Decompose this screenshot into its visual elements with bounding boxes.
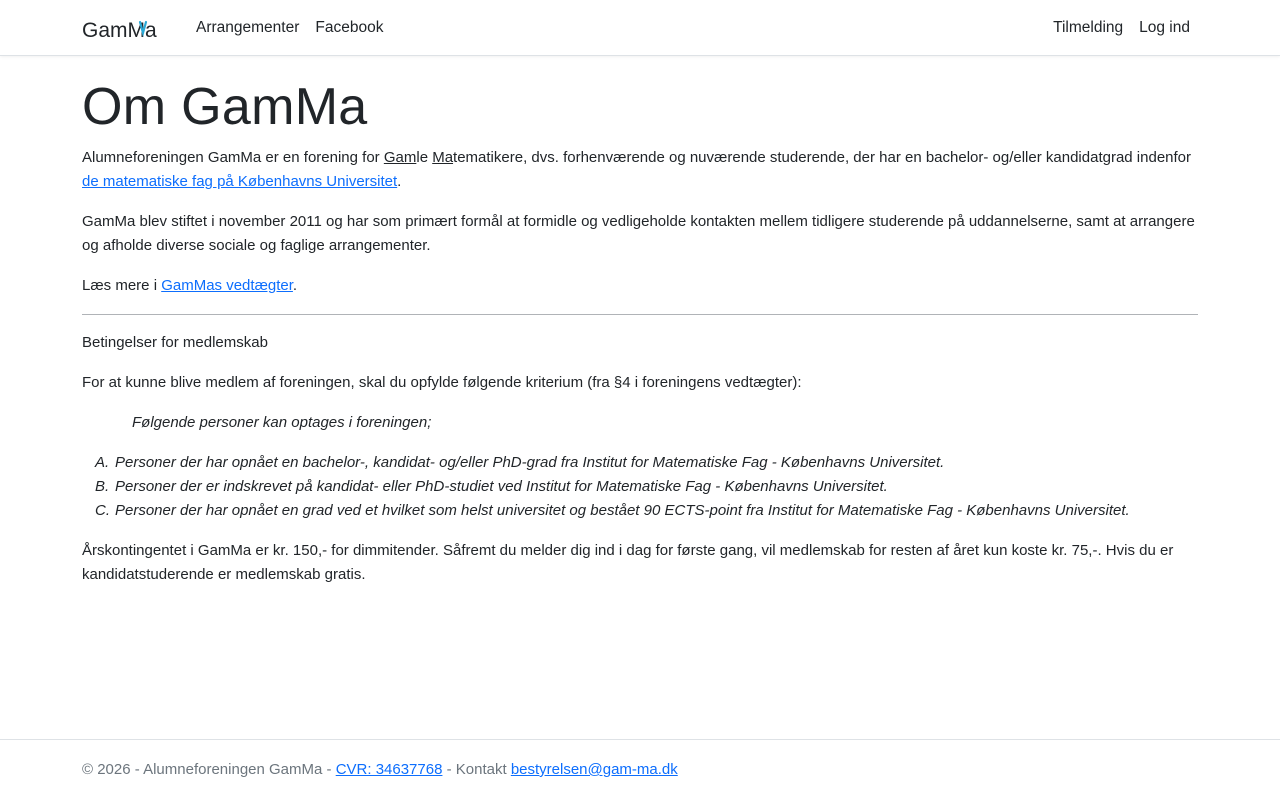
criteria-text: Personer der har opnået en grad ved et hvilket som helst universitet og bestået 90 ECTS-point fra Institut for Matematiske Fag - Københavns Universitet.: [115, 502, 1130, 519]
membership-lead: For at kunne blive medlem af foreningen, skal du opfylde følgende kriterium (fra §4 i foreningens vedtægter):: [82, 374, 802, 391]
criteria-text: Personer der har opnået en bachelor-, kandidat- og/eller PhD-grad fra Institut for Matematiske Fag - Københavns Universitet.: [115, 454, 945, 471]
intro-text-3: tematikere, dvs. forhenværende og nuværende studerende, der har en bachelor- og/eller kandidatgrad indenfor: [453, 149, 1192, 166]
intro-paragraph: [82, 146, 1198, 194]
fee-paragraph: Årskontingentet i GamMa er kr. 150,- for dimmitender. Såfremt du melder dig ind i dag for første gang, vil medlemskab for resten af året kun koste kr. 75,-. Hvis du er kandidatstuderende er medlemskab gratis.: [82, 542, 1174, 583]
intro-text-4: .: [397, 173, 402, 190]
nav-left: [196, 16, 383, 40]
membership-heading: Betingelser for medlemskab: [82, 334, 268, 351]
bylaws-quote: Følgende personer kan optages i foreningen;: [132, 414, 432, 431]
email-link[interactable]: bestyrelsen@gam-ma.dk: [510, 761, 678, 778]
intro-text-1: Alumneforeningen GamMa er en forening for: [82, 149, 384, 166]
footer-mid: - Kontakt: [442, 761, 511, 778]
founding-paragraph: GamMa blev stiftet i november 2011 og har som primært formål at formidle og vedligeholde kontakten mellem tidligere studerende på uddannelserne, samt at arrangere og afholde diverse sociale og faglige arrangementer.: [82, 213, 1195, 254]
main-content: [82, 72, 1198, 603]
gamma-logo-icon[interactable]: [82, 16, 174, 42]
nav-facebook[interactable]: Facebook: [315, 19, 384, 36]
criteria-list: [82, 451, 1198, 523]
read-more-prefix: Læs mere i: [82, 277, 162, 294]
criteria-marker: B.: [95, 478, 110, 495]
nav-right: [1053, 16, 1190, 40]
footer-text: [82, 758, 678, 782]
criteria-text: Personer der er indskrevet på kandidat- eller PhD-studiet ved Institut for Matematiske Fag - Københavns Universitet.: [115, 478, 888, 495]
intro-gam: Gam: [383, 149, 417, 166]
list-item: [95, 451, 1198, 475]
nav-arrangementer[interactable]: Arrangementer: [196, 19, 300, 36]
bylaws-link[interactable]: GamMas vedtægter: [161, 277, 293, 294]
intro-text-2: le: [416, 149, 433, 166]
criteria-marker: A.: [95, 454, 110, 471]
top-navbar: [0, 0, 1280, 56]
math-department-link[interactable]: de matematiske fag på Københavns Universitet: [82, 173, 398, 190]
page-title: Om GamMa: [82, 78, 368, 136]
nav-tilmelding[interactable]: Tilmelding: [1053, 19, 1124, 36]
footer-prefix: © 2026 - Alumneforeningen GamMa -: [82, 761, 336, 778]
nav-log-ind[interactable]: Log ind: [1139, 19, 1190, 36]
section-divider: [82, 314, 1198, 315]
brand-text: GamMa: [82, 19, 157, 42]
criteria-marker: C.: [95, 502, 110, 519]
page-footer: [0, 739, 1280, 800]
gamma-logo-svg: [82, 16, 174, 42]
list-item: [95, 499, 1198, 523]
intro-ma: Ma: [432, 149, 454, 166]
read-more-suffix: .: [292, 277, 298, 294]
read-more-paragraph: [82, 274, 1198, 298]
list-item: [95, 475, 1198, 499]
cvr-link[interactable]: CVR: 34637768: [335, 761, 443, 778]
